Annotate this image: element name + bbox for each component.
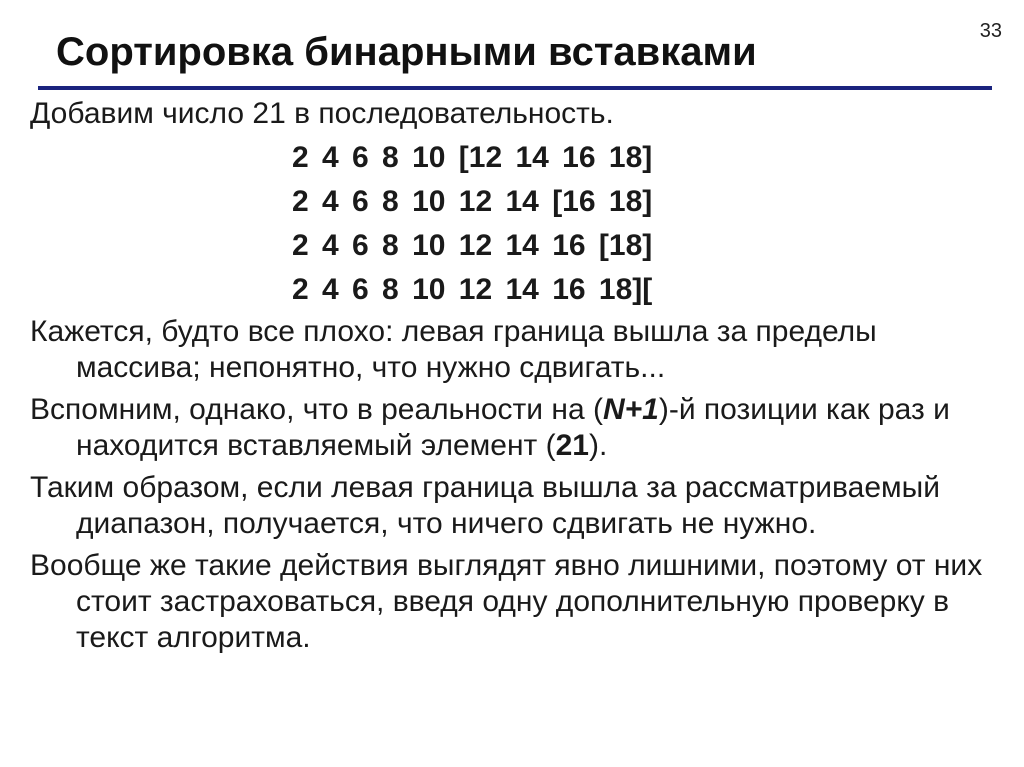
intro-text: Добавим число 21 в последовательность. bbox=[30, 97, 614, 130]
title-underline bbox=[38, 86, 992, 90]
recall-text-middle: )-й позиции как раз и находится вставляемый элемент ( bbox=[76, 393, 950, 462]
sequence-line: 2 4 6 8 10 12 14 16 [18] bbox=[292, 229, 653, 262]
sequence-line: 2 4 6 8 10 12 14 16 18][ bbox=[292, 273, 653, 306]
slide-title: Сортировка бинарными вставками bbox=[56, 30, 757, 74]
n-plus-one-term: N+1 bbox=[602, 393, 659, 426]
sequence-line: 2 4 6 8 10 12 14 [16 18] bbox=[292, 185, 653, 218]
sequence-line: 2 4 6 8 10 [12 14 16 18] bbox=[292, 141, 653, 174]
slide-number: 33 bbox=[979, 20, 1002, 42]
slide-content bbox=[30, 96, 1005, 656]
paragraph-advice: Вообще же такие действия выглядят явно лишними, поэтому от них стоит застраховаться, введя одну дополнительную проверку в текст алгоритма. bbox=[30, 549, 983, 654]
recall-text-start: Вспомним, однако, что в реальности на ( bbox=[30, 393, 603, 426]
recall-text-end: ). bbox=[589, 429, 608, 462]
paragraph-conclusion: Таким образом, если левая граница вышла за рассматриваемый диапазон, получается, что ничего сдвигать не нужно. bbox=[30, 471, 940, 540]
sequence-list bbox=[30, 136, 1005, 312]
paragraph-recall bbox=[30, 392, 1005, 464]
paragraph-problem: Кажется, будто все плохо: левая граница вышла за пределы массива; непонятно, что нужно сдвигать... bbox=[30, 315, 877, 384]
inserted-value: 21 bbox=[555, 429, 589, 462]
